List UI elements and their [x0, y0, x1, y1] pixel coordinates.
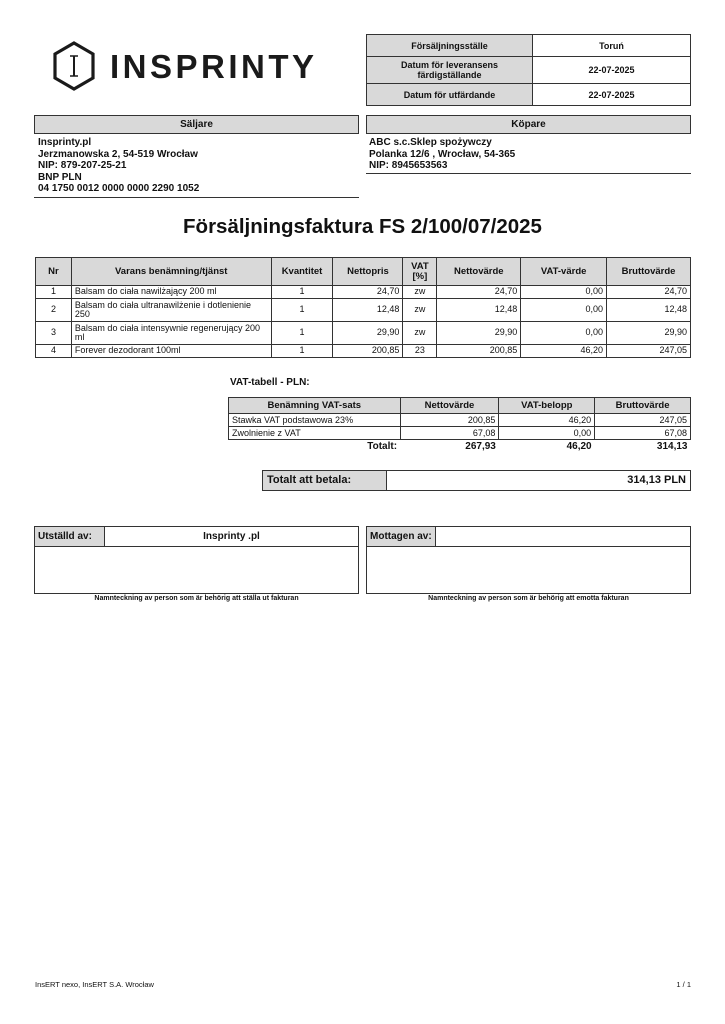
vat-col-header-gross: Bruttovärde — [595, 398, 691, 414]
issued-by-caption: Namnteckning av person som är behörig att ställa ut fakturan — [94, 595, 299, 602]
info-row-place — [367, 35, 691, 57]
cell-name: Balsam do ciała intensywnie regenerujący 200 ml — [71, 322, 271, 345]
total-to-pay-label: Totalt att betala: — [263, 471, 387, 490]
buyer-details — [367, 137, 690, 172]
seller-address: Jerzmanowska 2, 54-519 Wrocław — [38, 148, 198, 160]
invoice-info-table — [366, 34, 691, 106]
table-row — [36, 286, 691, 299]
cell-gross: 247,05 — [607, 345, 691, 358]
col-header-net-price: Nettopris — [333, 258, 403, 286]
cell-net-price: 29,90 — [333, 322, 403, 345]
hexagon-i-icon — [52, 41, 96, 91]
vat-cell-vat: 0,00 — [499, 427, 595, 440]
info-value: 22-07-2025 — [533, 57, 691, 84]
table-row — [36, 345, 691, 358]
cell-name: Balsam do ciała ultranawilżenie i dotlenienie 250 — [71, 299, 271, 322]
info-label: Försäljningsställe — [367, 35, 533, 57]
cell-name: Balsam do ciała nawilżający 200 ml — [71, 286, 271, 299]
vat-col-header-net: Nettovärde — [400, 398, 499, 414]
col-header-name: Varans benämning/tjänst — [71, 258, 271, 286]
cell-net-value: 200,85 — [437, 345, 521, 358]
cell-net-price: 200,85 — [333, 345, 403, 358]
cell-net-price: 24,70 — [333, 286, 403, 299]
issued-by-header — [35, 527, 358, 547]
cell-vat-rate: zw — [403, 286, 437, 299]
vat-header-row — [229, 398, 691, 414]
total-to-pay — [262, 470, 691, 491]
buyer-name: ABC s.c.Sklep spożywczy — [369, 137, 492, 148]
company-logo-text: INSPRINTY — [110, 48, 318, 85]
cell-gross: 29,90 — [607, 322, 691, 345]
cell-gross: 24,70 — [607, 286, 691, 299]
total-to-pay-value: 314,13 PLN — [627, 474, 686, 486]
buyer-divider — [366, 173, 691, 174]
vat-cell-gross: 247,05 — [595, 414, 691, 427]
items-header-row — [36, 258, 691, 286]
cell-vat-value: 0,00 — [521, 286, 607, 299]
seller-heading: Säljare — [34, 115, 359, 134]
buyer-nip: NIP: 8945653563 — [369, 160, 448, 171]
table-row — [36, 322, 691, 345]
received-by-value — [436, 527, 690, 546]
col-header-gross: Bruttovärde — [607, 258, 691, 286]
received-by-label: Mottagen av: — [367, 527, 436, 546]
cell-vat-rate: 23 — [403, 345, 437, 358]
col-header-vat-value: VAT-värde — [521, 258, 607, 286]
cell-vat-rate: zw — [403, 299, 437, 322]
issued-by-label: Utställd av: — [35, 527, 105, 546]
seller-details — [36, 137, 359, 195]
seller-name: Insprinty.pl — [38, 137, 92, 148]
vat-total-gross: 314,13 — [656, 441, 688, 452]
cell-net-price: 12,48 — [333, 299, 403, 322]
buyer-address: Polanka 12/6 , Wrocław, 54-365 — [369, 148, 516, 160]
cell-gross: 12,48 — [607, 299, 691, 322]
issued-by-value: Insprinty .pl — [203, 531, 260, 542]
seller-divider — [34, 197, 359, 198]
info-value: 22-07-2025 — [533, 84, 691, 106]
cell-qty: 1 — [271, 286, 333, 299]
seller-bank: BNP PLN — [38, 171, 82, 183]
invoice-title: Försäljningsfaktura FS 2/100/07/2025 — [183, 215, 542, 238]
cell-nr: 3 — [36, 322, 72, 345]
vat-total-row — [229, 440, 691, 454]
cell-qty: 1 — [271, 345, 333, 358]
info-label: Datum för utfärdande — [367, 84, 533, 106]
cell-nr: 1 — [36, 286, 72, 299]
vat-cell-net: 200,85 — [400, 414, 499, 427]
col-header-net-value: Nettovärde — [437, 258, 521, 286]
received-by-box — [366, 526, 691, 594]
vat-table-title: VAT-tabell - PLN: — [230, 377, 310, 388]
table-row — [36, 299, 691, 322]
cell-vat-rate: zw — [403, 322, 437, 345]
col-header-qty: Kvantitet — [271, 258, 333, 286]
vat-table — [228, 397, 691, 453]
seller-account: 04 1750 0012 0000 0000 2290 1052 — [38, 183, 200, 194]
cell-net-value: 12,48 — [437, 299, 521, 322]
cell-qty: 1 — [271, 299, 333, 322]
vat-cell-net: 67,08 — [400, 427, 499, 440]
cell-name: Forever dezodorant 100ml — [71, 345, 271, 358]
cell-vat-value: 46,20 — [521, 345, 607, 358]
cell-nr: 2 — [36, 299, 72, 322]
footer-page-number: 1 / 1 — [676, 980, 691, 989]
vat-col-header-name: Benämning VAT-sats — [229, 398, 401, 414]
vat-cell-name: Zwolnienie z VAT — [229, 427, 401, 440]
vat-cell-vat: 46,20 — [499, 414, 595, 427]
items-table — [35, 257, 691, 358]
vat-total-vat: 46,20 — [566, 441, 592, 452]
vat-cell-name: Stawka VAT podstawowa 23% — [229, 414, 401, 427]
cell-vat-value: 0,00 — [521, 299, 607, 322]
footer-software: InsERT nexo, InsERT S.A. Wrocław — [35, 980, 154, 989]
vat-cell-gross: 67,08 — [595, 427, 691, 440]
cell-net-value: 29,90 — [437, 322, 521, 345]
issued-by-box — [34, 526, 359, 594]
vat-col-header-vat: VAT-belopp — [499, 398, 595, 414]
col-header-vat-rate: VAT [%] — [403, 258, 437, 286]
buyer-heading: Köpare — [366, 115, 691, 134]
cell-nr: 4 — [36, 345, 72, 358]
cell-vat-value: 0,00 — [521, 322, 607, 345]
table-row — [229, 427, 691, 440]
cell-qty: 1 — [271, 322, 333, 345]
col-header-nr: Nr — [36, 258, 72, 286]
cell-net-value: 24,70 — [437, 286, 521, 299]
info-row-delivery-date — [367, 57, 691, 84]
info-row-issue-date — [367, 84, 691, 106]
received-by-header — [367, 527, 690, 547]
seller-nip: NIP: 879-207-25-21 — [38, 160, 127, 171]
vat-total-label: Totalt: — [367, 441, 398, 452]
table-row — [229, 414, 691, 427]
vat-total-net: 267,93 — [465, 441, 496, 452]
received-by-caption: Namnteckning av person som är behörig att emotta fakturan — [428, 595, 629, 602]
info-value: Toruń — [533, 35, 691, 57]
info-label: Datum för leveransens färdigställande — [367, 57, 533, 84]
